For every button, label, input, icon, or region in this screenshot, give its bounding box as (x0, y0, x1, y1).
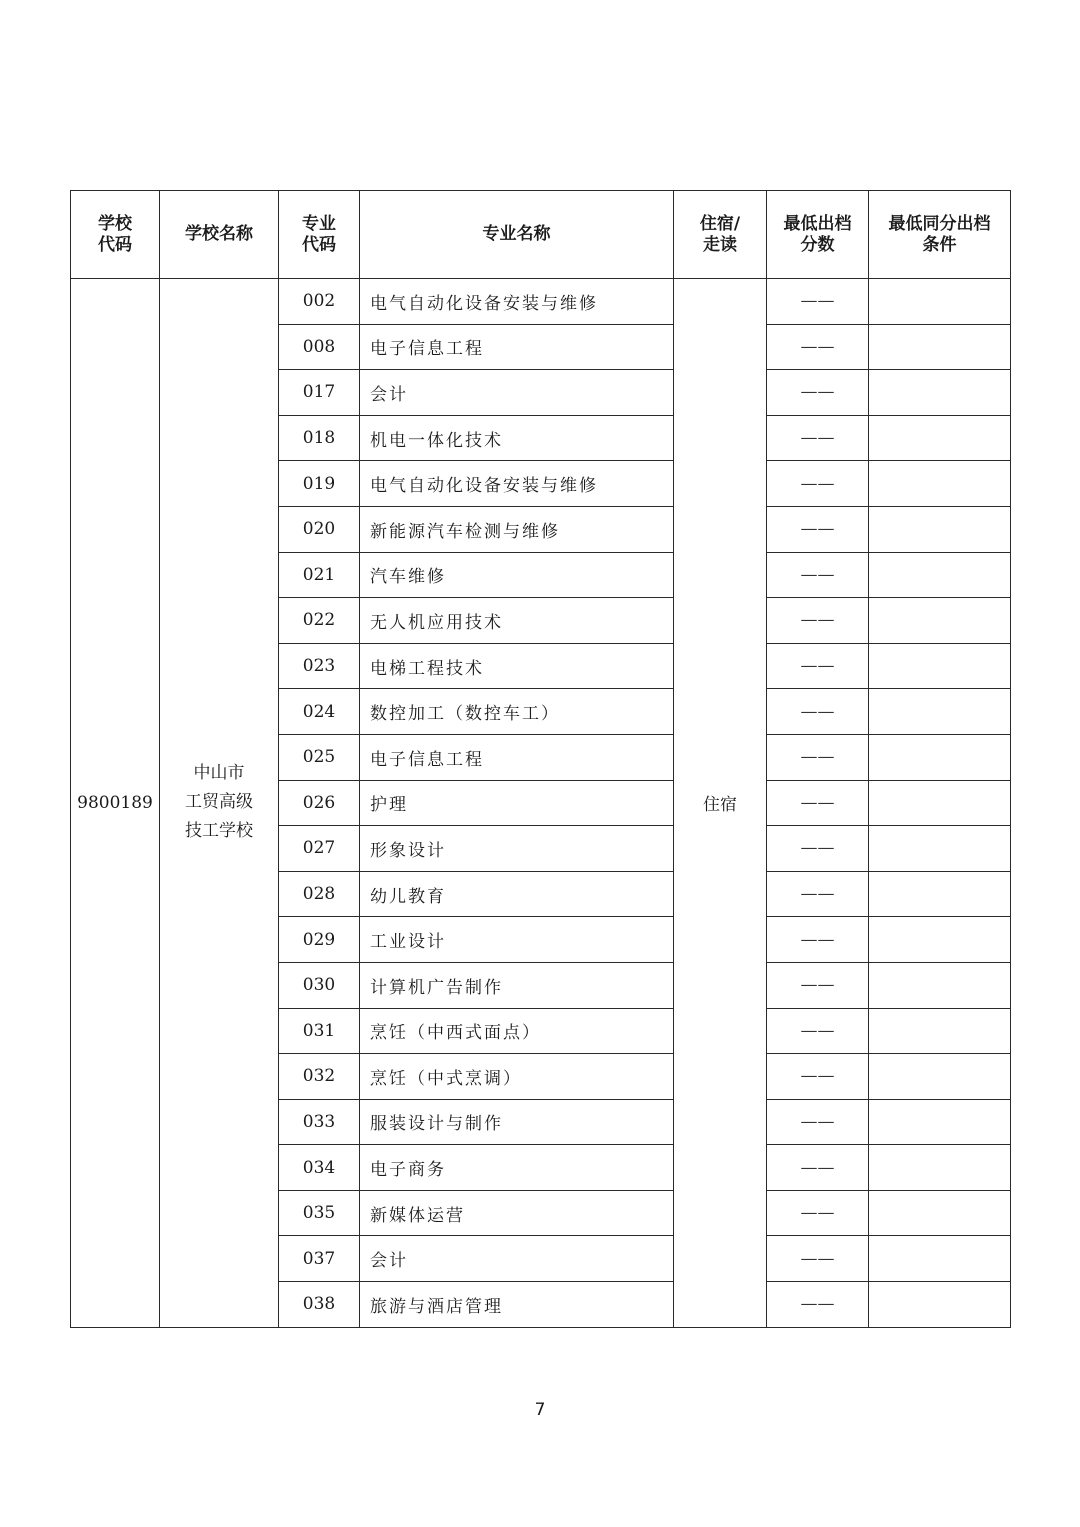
major-code-cell: 026 (279, 780, 360, 826)
table-body (71, 279, 1011, 1328)
min-score-cell: —— (767, 689, 869, 735)
major-name-cell: 形象设计 (360, 826, 674, 872)
major-name-cell: 工业设计 (360, 917, 674, 963)
tie-condition-cell (869, 370, 1011, 416)
min-score-cell: —— (767, 780, 869, 826)
major-code-cell: 023 (279, 643, 360, 689)
tie-condition-cell (869, 871, 1011, 917)
min-score-cell: —— (767, 1145, 869, 1191)
min-score-cell: —— (767, 370, 869, 416)
major-name-cell: 电气自动化设备安装与维修 (360, 279, 674, 325)
major-code-cell: 035 (279, 1190, 360, 1236)
major-name-cell: 服装设计与制作 (360, 1099, 674, 1145)
header-school-name: 学校名称 (160, 191, 279, 279)
tie-condition-cell (869, 1145, 1011, 1191)
major-code-cell: 034 (279, 1145, 360, 1191)
min-score-cell: —— (767, 1099, 869, 1145)
table-header-row (71, 191, 1011, 279)
major-name-cell: 电气自动化设备安装与维修 (360, 461, 674, 507)
major-code-cell: 032 (279, 1054, 360, 1100)
major-name-cell: 新能源汽车检测与维修 (360, 506, 674, 552)
major-code-cell: 020 (279, 506, 360, 552)
min-score-cell: —— (767, 324, 869, 370)
min-score-cell: —— (767, 506, 869, 552)
major-code-cell: 031 (279, 1008, 360, 1054)
min-score-cell: —— (767, 279, 869, 325)
major-name-cell: 无人机应用技术 (360, 598, 674, 644)
major-name-cell: 机电一体化技术 (360, 415, 674, 461)
min-score-cell: —— (767, 1236, 869, 1282)
table-row (71, 279, 1011, 325)
major-code-cell: 019 (279, 461, 360, 507)
major-code-cell: 002 (279, 279, 360, 325)
major-name-cell: 烹饪（中西式面点） (360, 1008, 674, 1054)
major-name-cell: 电子商务 (360, 1145, 674, 1191)
major-code-cell: 033 (279, 1099, 360, 1145)
major-name-cell: 新媒体运营 (360, 1190, 674, 1236)
tie-condition-cell (869, 917, 1011, 963)
major-code-cell: 024 (279, 689, 360, 735)
min-score-cell: —— (767, 1054, 869, 1100)
admission-table (70, 190, 1011, 1328)
header-tie-condition: 最低同分出档 条件 (869, 191, 1011, 279)
tie-condition-cell (869, 552, 1011, 598)
major-code-cell: 017 (279, 370, 360, 416)
tie-condition-cell (869, 689, 1011, 735)
major-code-cell: 027 (279, 826, 360, 872)
tie-condition-cell (869, 1099, 1011, 1145)
major-name-cell: 会计 (360, 370, 674, 416)
min-score-cell: —— (767, 461, 869, 507)
major-code-cell: 008 (279, 324, 360, 370)
tie-condition-cell (869, 1008, 1011, 1054)
min-score-cell: —— (767, 962, 869, 1008)
tie-condition-cell (869, 461, 1011, 507)
tie-condition-cell (869, 1236, 1011, 1282)
min-score-cell: —— (767, 1008, 869, 1054)
page-number: 7 (534, 1400, 546, 1420)
major-name-cell: 会计 (360, 1236, 674, 1282)
tie-condition-cell (869, 598, 1011, 644)
tie-condition-cell (869, 780, 1011, 826)
min-score-cell: —— (767, 917, 869, 963)
tie-condition-cell (869, 734, 1011, 780)
major-code-cell: 018 (279, 415, 360, 461)
major-name-cell: 电梯工程技术 (360, 643, 674, 689)
tie-condition-cell (869, 324, 1011, 370)
major-code-cell: 029 (279, 917, 360, 963)
tie-condition-cell (869, 1190, 1011, 1236)
tie-condition-cell (869, 1054, 1011, 1100)
tie-condition-cell (869, 826, 1011, 872)
major-name-cell: 数控加工（数控车工） (360, 689, 674, 735)
major-name-cell: 旅游与酒店管理 (360, 1282, 674, 1328)
tie-condition-cell (869, 415, 1011, 461)
boarding-cell: 住宿 (674, 279, 767, 1328)
min-score-cell: —— (767, 826, 869, 872)
min-score-cell: —— (767, 871, 869, 917)
min-score-cell: —— (767, 1190, 869, 1236)
major-code-cell: 038 (279, 1282, 360, 1328)
min-score-cell: —— (767, 552, 869, 598)
major-code-cell: 028 (279, 871, 360, 917)
major-name-cell: 烹饪（中式烹调） (360, 1054, 674, 1100)
tie-condition-cell (869, 279, 1011, 325)
tie-condition-cell (869, 1282, 1011, 1328)
major-name-cell: 幼儿教育 (360, 871, 674, 917)
school-code-cell: 9800189 (71, 279, 160, 1328)
min-score-cell: —— (767, 415, 869, 461)
header-boarding: 住宿/ 走读 (674, 191, 767, 279)
major-name-cell: 汽车维修 (360, 552, 674, 598)
min-score-cell: —— (767, 643, 869, 689)
major-code-cell: 030 (279, 962, 360, 1008)
header-school-code: 学校 代码 (71, 191, 160, 279)
header-major-name: 专业名称 (360, 191, 674, 279)
major-code-cell: 022 (279, 598, 360, 644)
major-name-cell: 电子信息工程 (360, 734, 674, 780)
tie-condition-cell (869, 506, 1011, 552)
major-code-cell: 037 (279, 1236, 360, 1282)
school-name-cell: 中山市 工贸高级 技工学校 (160, 279, 279, 1328)
major-name-cell: 电子信息工程 (360, 324, 674, 370)
major-name-cell: 护理 (360, 780, 674, 826)
tie-condition-cell (869, 962, 1011, 1008)
tie-condition-cell (869, 643, 1011, 689)
major-name-cell: 计算机广告制作 (360, 962, 674, 1008)
major-code-cell: 025 (279, 734, 360, 780)
min-score-cell: —— (767, 1282, 869, 1328)
min-score-cell: —— (767, 734, 869, 780)
header-major-code: 专业 代码 (279, 191, 360, 279)
min-score-cell: —— (767, 598, 869, 644)
header-min-score: 最低出档 分数 (767, 191, 869, 279)
major-code-cell: 021 (279, 552, 360, 598)
